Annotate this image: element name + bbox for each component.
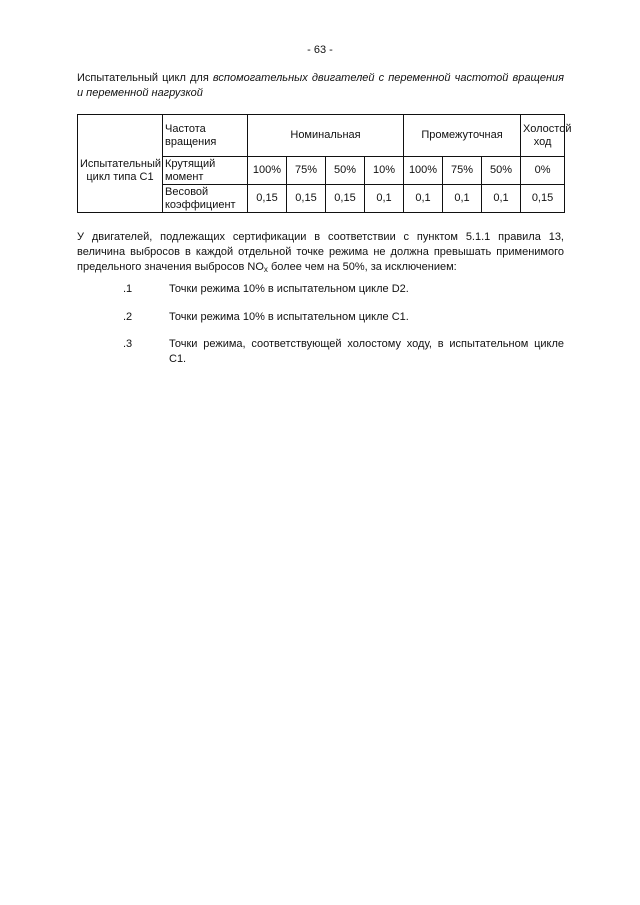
weight-cell: 0,15 [287, 185, 326, 213]
speed-label: Частота вращения [163, 115, 248, 157]
torque-cell: 10% [365, 157, 404, 185]
exception-number: .2 [123, 311, 133, 323]
cycle-type-cell [78, 115, 163, 213]
weight-cell: 0,15 [248, 185, 287, 213]
cycle-type-text: Испытательный цикл типа С1 [80, 157, 162, 183]
weight-cell: 0,15 [521, 185, 565, 213]
torque-cell: 75% [443, 157, 482, 185]
paragraph-text-before: У двигателей, подлежащих сертификации в соответствии с пунктом 5.1.1 правила 13, величина выбросов в каждой отдельной точке режима не должна превышать применимого предельного значения выбросов NO [77, 231, 564, 273]
test-cycle-table [77, 114, 572, 213]
weight-label: Весовой коэффициент [163, 185, 248, 213]
torque-cell: 50% [482, 157, 521, 185]
torque-cell: 50% [326, 157, 365, 185]
table-heading [77, 71, 564, 101]
torque-cell: 100% [404, 157, 443, 185]
group-idle: Холостой ход [521, 115, 565, 157]
weight-cell: 0,1 [404, 185, 443, 213]
page-number: - 63 - [307, 44, 333, 56]
emission-paragraph [77, 230, 564, 275]
group-intermediate: Промежуточная [404, 115, 521, 157]
weight-cell: 0,1 [482, 185, 521, 213]
group-nominal: Номинальная [248, 115, 404, 157]
exception-number: .3 [123, 338, 133, 350]
exception-text: Точки режима 10% в испытательном цикле С1. [169, 311, 409, 323]
paragraph-text-after: более чем на 50%, за исключением: [267, 261, 457, 273]
torque-cell: 0% [521, 157, 565, 185]
paragraph-subscript: x [263, 265, 268, 274]
exception-text: Точки режима 10% в испытательном цикле D2. [169, 283, 409, 295]
torque-cell: 100% [248, 157, 287, 185]
torque-label: Крутящий момент [163, 157, 248, 185]
weight-cell: 0,1 [365, 185, 404, 213]
exception-number: .1 [123, 283, 133, 295]
torque-cell: 75% [287, 157, 326, 185]
heading-prefix: Испытательный цикл для [77, 72, 213, 84]
exception-text: Точки режима, соответствующей холостому ходу, в испытательном цикле С1. [169, 338, 564, 365]
weight-cell: 0,15 [326, 185, 365, 213]
weight-cell: 0,1 [443, 185, 482, 213]
heading-italic: вспомогательных двигателей с переменной частотой вращения и переменной нагрузкой [77, 72, 564, 99]
